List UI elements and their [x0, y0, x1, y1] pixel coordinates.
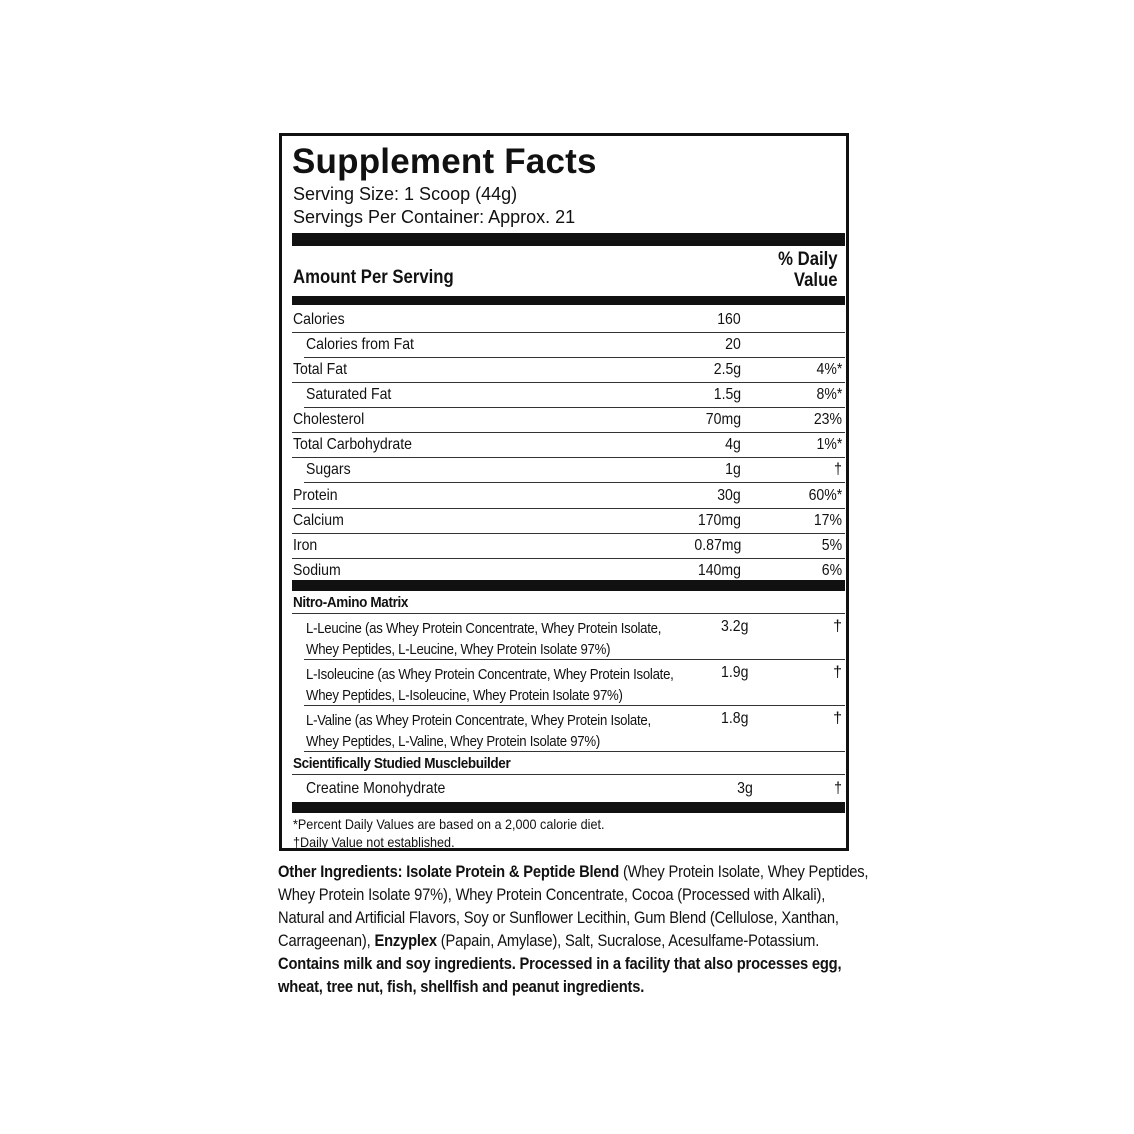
nutrient-row-calories: Calories 160: [292, 308, 845, 333]
daily-value-header: % Daily Value: [778, 249, 838, 291]
footnote-not-established: †Daily Value not established.: [293, 834, 455, 850]
serving-size: Serving Size: 1 Scoop (44g): [293, 184, 518, 204]
nutrient-row-protein: Protein 30g 60%*: [292, 484, 845, 509]
amount-per-serving-header: Amount Per Serving: [293, 267, 454, 288]
nutrient-row-sodium: Sodium 140mg 6%: [293, 562, 842, 579]
thick-divider: [292, 296, 845, 305]
nutrient-row-total-carbohydrate: Total Carbohydrate 4g 1%*: [292, 433, 845, 458]
other-ingredients: Other Ingredients: Isolate Protein & Peptide Blend (Whey Protein Isolate, Whey Peptides, Whey Protein Isolate 97%), Whey Protein Concentrate, Cocoa (Processed with Alkali), Natural and Artificial Flavors, Soy or Sunflower Lecithin, Gum Blend (Cellulose, Xanthan, Carrageenan), Enzyplex (Papain, Amylase), Salt, Sucralose, Acesulfame-Potassium. Contains milk and soy ingredients. Processed in a facility that also processes egg, wheat, tree nut, fish, shellfish and peanut ingredients.: [278, 862, 869, 996]
footnote-daily-values: *Percent Daily Values are based on a 2,000 calorie diet.: [293, 816, 605, 832]
thick-divider: [292, 802, 845, 813]
nutrient-row-saturated-fat: Saturated Fat 1.5g 8%*: [304, 383, 845, 408]
nutrient-row-iron: Iron 0.87mg 5%: [292, 534, 845, 559]
nutrient-row-calories-from-fat: Calories from Fat 20: [304, 333, 845, 358]
thick-divider: [292, 233, 845, 246]
nutrient-row-sugars: Sugars 1g †: [304, 458, 845, 483]
nutrient-row-total-fat: Total Fat 2.5g 4%*: [292, 358, 845, 383]
nutrient-row-calcium: Calcium 170mg 17%: [292, 509, 845, 534]
supplement-facts-panel: [279, 133, 849, 851]
servings-per-container: Servings Per Container: Approx. 21: [293, 207, 576, 227]
matrix-item-valine: L-Valine (as Whey Protein Concentrate, Whey Protein Isolate, Whey Peptides, L-Valine, Whey Protein Isolate 97%) 1.8g †: [304, 706, 845, 752]
matrix-item-isoleucine: L-Isoleucine (as Whey Protein Concentrate, Whey Protein Isolate, Whey Peptides, L-Isoleucine, Whey Protein Isolate 97%) 1.9g †: [304, 660, 845, 706]
musclebuilder-section-header: Scientifically Studied Musclebuilder: [292, 752, 845, 775]
thick-divider: [292, 580, 845, 591]
musclebuilder-item-creatine: Creatine Monohydrate 3g †: [306, 780, 842, 797]
matrix-item-leucine: L-Leucine (as Whey Protein Concentrate, Whey Protein Isolate, Whey Peptides, L-Leucine, Whey Protein Isolate 97%) 3.2g †: [304, 614, 845, 660]
nutrient-row-cholesterol: Cholesterol 70mg 23%: [292, 408, 845, 433]
matrix-section-header: Nitro-Amino Matrix: [292, 591, 845, 614]
page-title: Supplement Facts: [292, 142, 597, 181]
